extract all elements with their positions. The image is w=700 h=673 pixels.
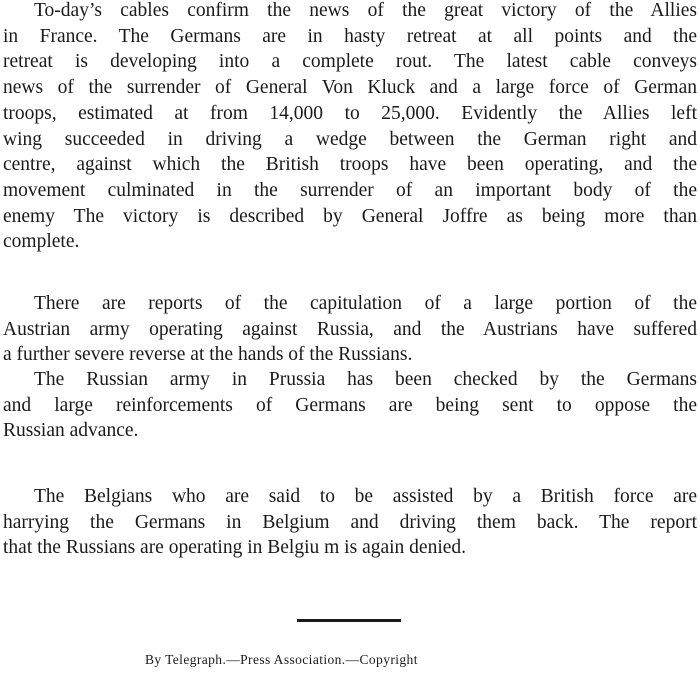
text-line: To-day’s cables confirm the news of the great victory of the Allies xyxy=(34,0,697,21)
text-line: that the Russians are operating in Belgiu m is again denied. xyxy=(3,537,467,559)
text-line: news of the surrender of General Von Kluck and a large force of German xyxy=(3,77,697,99)
text-line: Austrian army operating against Russia, and the Austrians have suffered xyxy=(3,318,697,340)
text-line: movement culminated in the surrender of an important body of the xyxy=(3,179,697,201)
text-line: enemy The victory is described by General Joffre as being more than xyxy=(3,205,697,227)
text-line: There are reports of the capitulation of a large portion of the xyxy=(34,293,697,314)
text-line: The Belgians who are said to be assisted by a British force are xyxy=(34,486,697,507)
paragraph-austrian-capitulation xyxy=(3,291,697,368)
text-line: troops, estimated at from 14,000 to 25,000. Evidently the Allies left xyxy=(3,102,697,124)
text-line: wing succeeded in driving a wedge between the German right and xyxy=(3,128,697,150)
text-line: complete. xyxy=(3,231,80,253)
text-line: a further severe reverse at the hands of the Russians. xyxy=(3,344,413,366)
paragraph-russian-army-prussia xyxy=(3,367,697,444)
paragraph-belgians xyxy=(3,484,697,561)
text-line: The Russian army in Prussia has been checked by the Germans xyxy=(34,369,697,390)
text-line: harrying the Germans in Belgium and driving them back. The report xyxy=(3,511,697,533)
credit-line: By Telegraph.—Press Association.—Copyright xyxy=(145,652,418,667)
text-line: in France. The Germans are in hasty retreat at all points and the xyxy=(3,25,697,47)
text-line: retreat is developing into a complete rout. The latest cable conveys xyxy=(3,51,697,73)
section-divider xyxy=(297,619,401,622)
text-line: and large reinforcements of Germans are being sent to oppose the xyxy=(3,394,697,416)
text-line: centre, against which the British troops have been operating, and the xyxy=(3,154,697,176)
text-line: Russian advance. xyxy=(3,420,139,442)
paragraph-allied-victory xyxy=(3,0,697,255)
